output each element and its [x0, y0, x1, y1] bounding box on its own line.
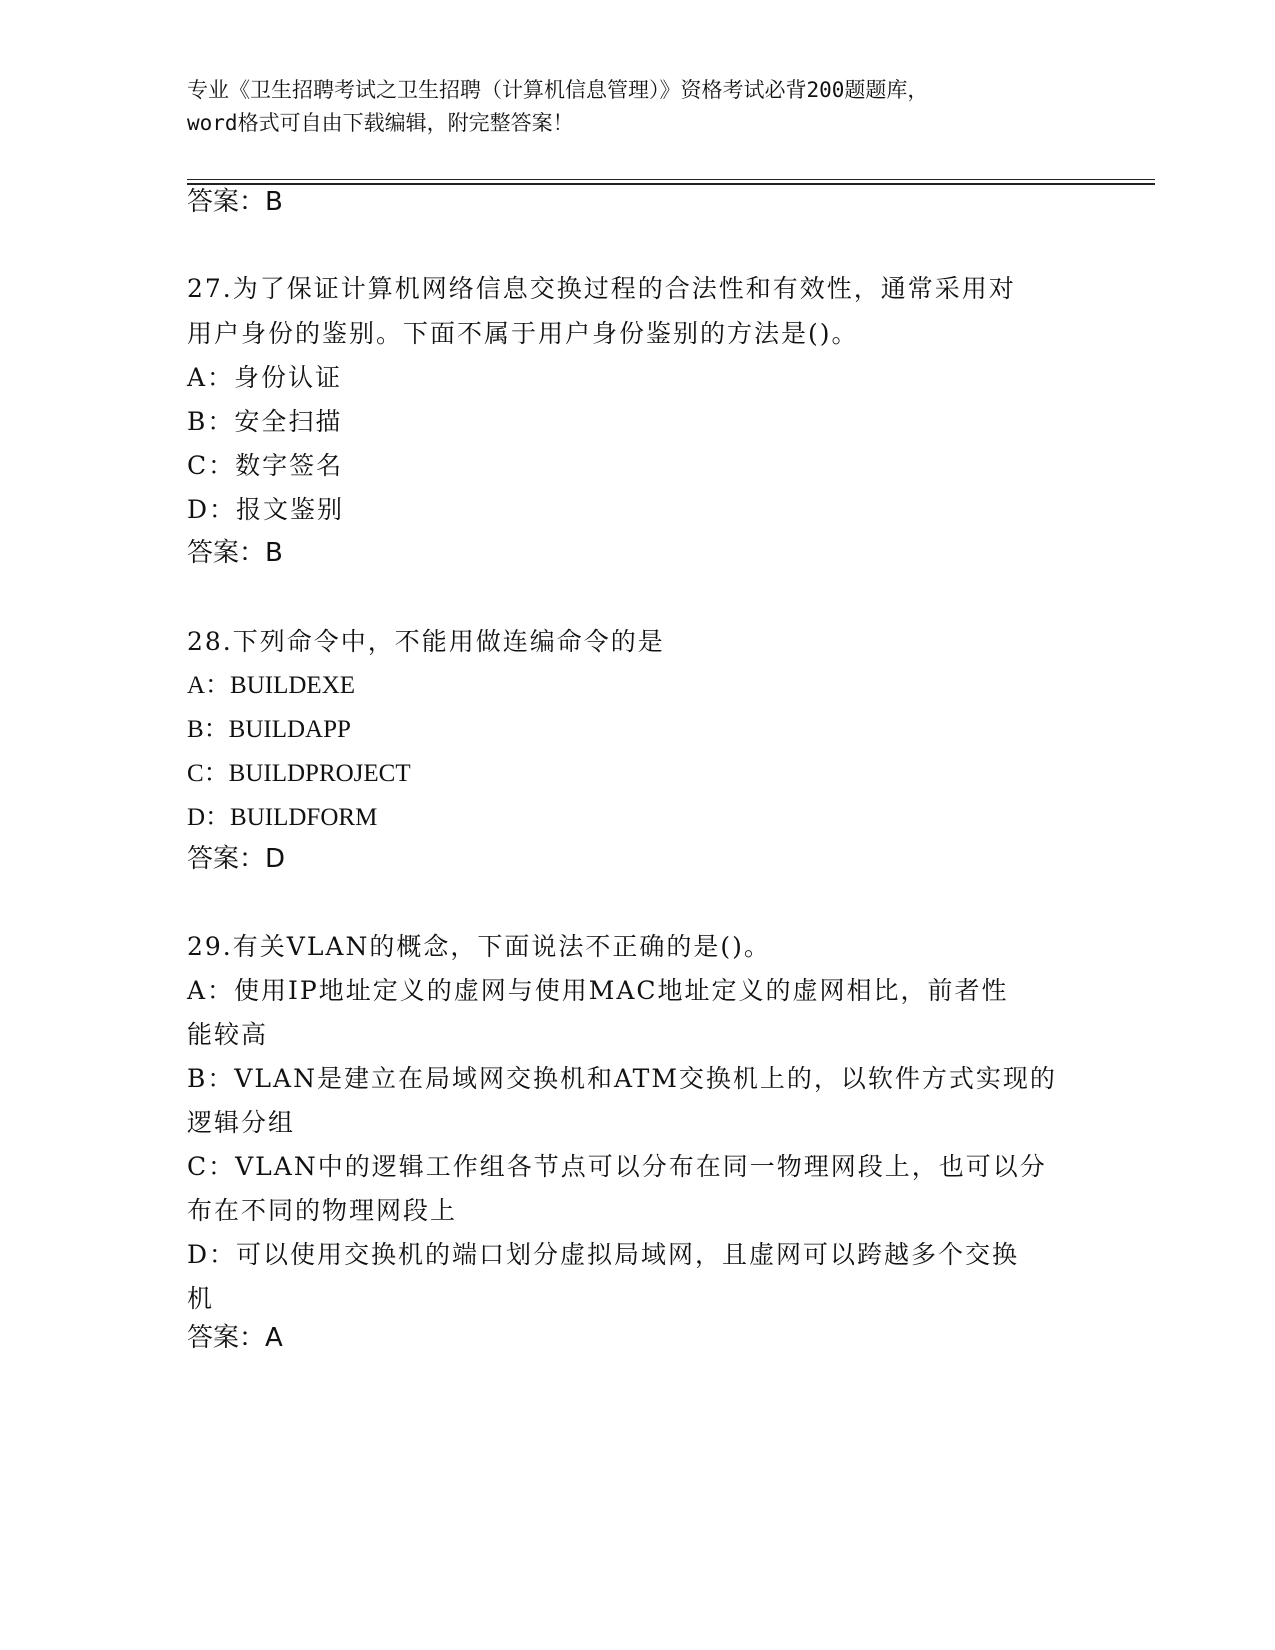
question-27-stem-line-2: 用户身份的鉴别。下面不属于用户身份鉴别的方法是()。 [187, 319, 859, 348]
header-divider-thin [187, 179, 1155, 180]
document-header [187, 74, 1087, 140]
question-28-option-b: B：BUILDAPP [187, 716, 351, 743]
question-29-option-c-line-1: C：VLAN中的逻辑工作组各节点可以分布在同一物理网段上，也可以分 [187, 1152, 1047, 1181]
header-title-line-2: word格式可自由下载编辑，附完整答案！ [187, 111, 574, 135]
question-29-option-a-line-1: A：使用IP地址定义的虚网与使用MAC地址定义的虚网相比，前者性 [187, 976, 1009, 1005]
question-28-stem-line-1: 28.下列命令中，不能用做连编命令的是 [187, 627, 665, 656]
question-29-option-b-line-2: 逻辑分组 [187, 1108, 296, 1137]
question-28-option-d: D：BUILDFORM [187, 804, 378, 831]
question-27-stem-line-1: 27.为了保证计算机网络信息交换过程的合法性和有效性，通常采用对 [187, 274, 1016, 303]
question-27-answer: 答案：B [187, 538, 283, 568]
header-title-line-1: 专业《卫生招聘考试之卫生招聘（计算机信息管理）》资格考试必背200题题库， [187, 78, 929, 102]
question-27-option-c: C：数字签名 [187, 451, 344, 480]
question-29-option-d-line-2: 机 [187, 1284, 215, 1313]
question-28-answer: 答案：D [187, 844, 286, 874]
question-29-option-d-line-1: D：可以使用交换机的端口划分虚拟局域网，且虚网可以跨越多个交换 [187, 1240, 1020, 1269]
question-28-option-a: A：BUILDEXE [187, 672, 356, 699]
question-29-option-c-line-2: 布在不同的物理网段上 [187, 1196, 458, 1225]
question-29-stem-line-1: 29.有关VLAN的概念，下面说法不正确的是()。 [187, 932, 771, 961]
question-27-option-a: A：身份认证 [187, 363, 343, 392]
question-29-option-b-line-1: B：VLAN是建立在局域网交换机和ATM交换机上的，以软件方式实现的 [187, 1064, 1057, 1093]
question-27-option-d: D：报文鉴别 [187, 495, 345, 524]
question-29-answer: 答案：A [187, 1323, 283, 1353]
question-27-option-b: B：安全扫描 [187, 407, 343, 436]
header-divider-thick [187, 183, 1155, 185]
question-29-option-a-line-2: 能较高 [187, 1020, 269, 1049]
question-28-option-c: C：BUILDPROJECT [187, 760, 411, 787]
previous-answer: 答案：B [187, 187, 283, 217]
